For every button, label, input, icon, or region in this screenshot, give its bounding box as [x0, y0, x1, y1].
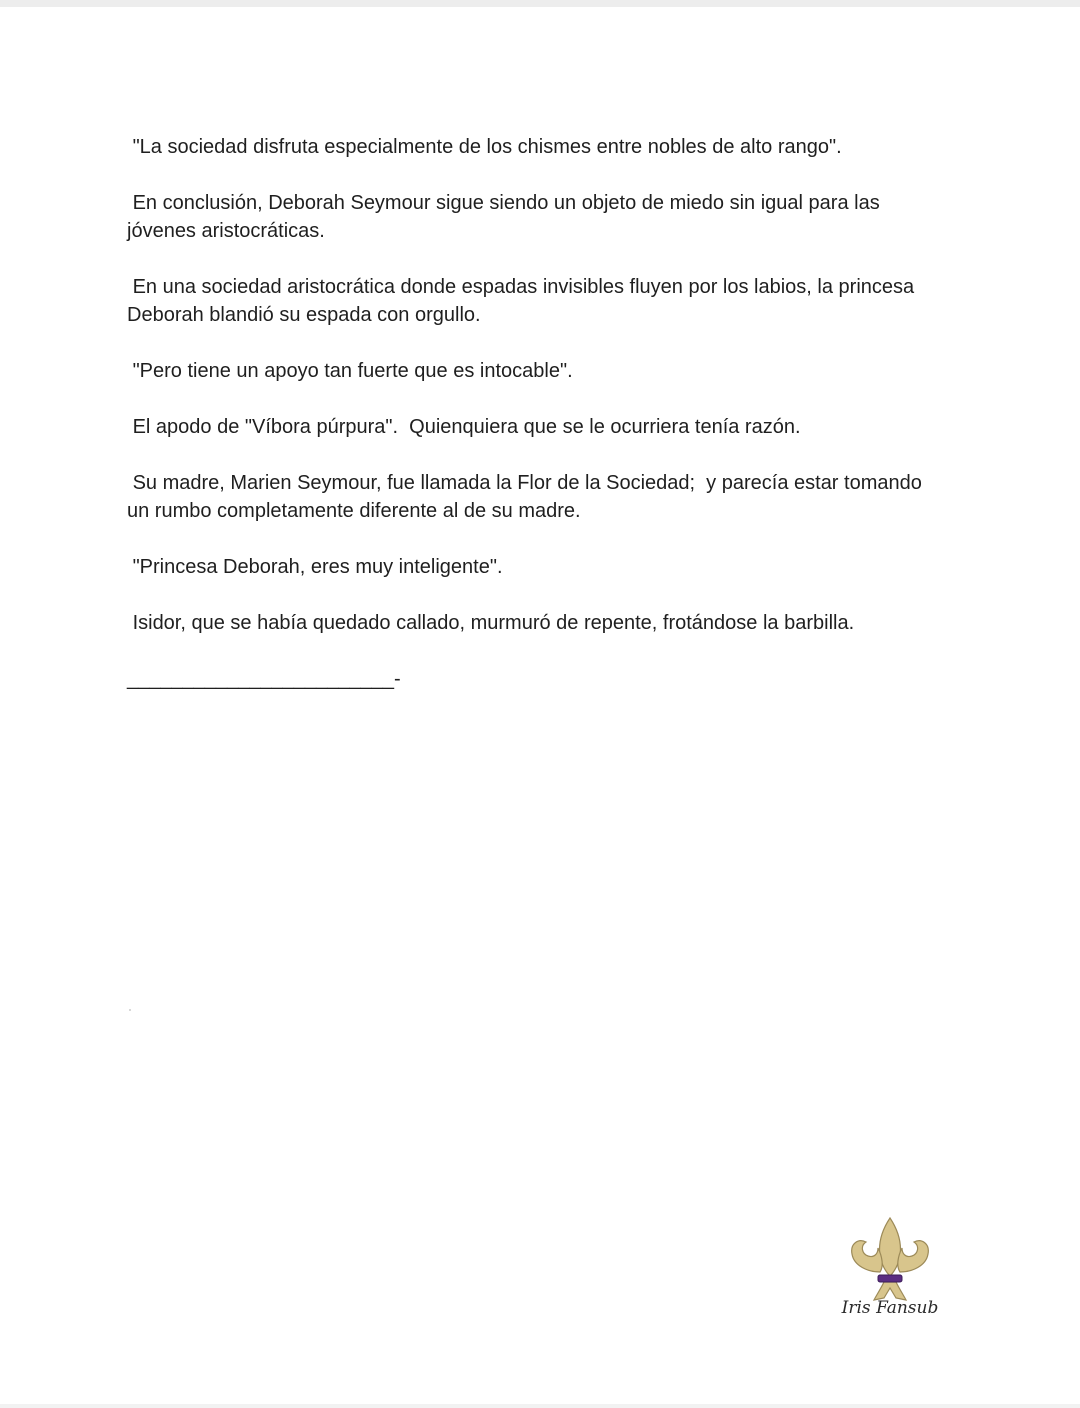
paragraph: Su madre, Marien Seymour, fue llamada la Flor de la Sociedad; y parecía estar tomando un rumbo completamente diferente al de su madre. — [127, 472, 928, 522]
paragraph: "Pero tiene un apoyo tan fuerte que es intocable". — [127, 360, 573, 382]
paragraph: Isidor, que se había quedado callado, murmuró de repente, frotándose la barbilla. — [127, 612, 855, 634]
document-body — [127, 133, 947, 693]
stray-mark — [129, 1009, 131, 1011]
paragraph: El apodo de "Víbora púrpura". Quienquiera que se le ocurriera tenía razón. — [127, 416, 801, 438]
fleur-de-lis-icon — [844, 1214, 936, 1304]
watermark-logo — [840, 1214, 940, 1324]
watermark-text: Iris Fansub — [841, 1298, 939, 1318]
page-bottom-edge — [0, 1404, 1080, 1408]
paragraph: "Princesa Deborah, eres muy inteligente". — [127, 556, 503, 578]
page-top-edge — [0, 0, 1080, 7]
paragraph: En conclusión, Deborah Seymour sigue siendo un objeto de miedo sin igual para las jóvenes aristocráticas. — [127, 192, 886, 242]
paragraph: En una sociedad aristocrática donde espadas invisibles fluyen por los labios, la princesa Deborah blandió su espada con orgullo. — [127, 276, 920, 326]
separator-line: ________________________- — [127, 668, 401, 690]
paragraph: "La sociedad disfruta especialmente de los chismes entre nobles de alto rango". — [127, 136, 842, 158]
